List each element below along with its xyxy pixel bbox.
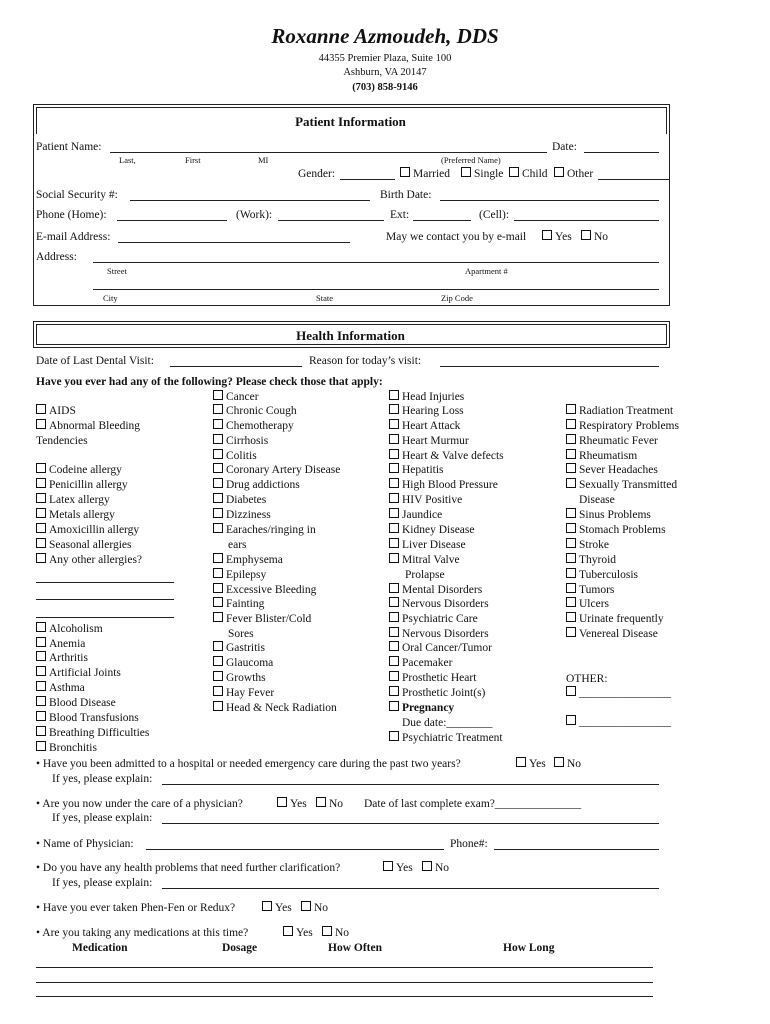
condition-rheumatism-c43[interactable]: Rheumatism (566, 449, 637, 463)
condition-hepatitis-c35-checkbox[interactable] (389, 463, 399, 473)
condition-earaches-ringing-in-c29-checkbox[interactable] (213, 523, 223, 533)
condition-amoxicillin-allergy-c16[interactable]: Amoxicillin allergy (36, 523, 139, 537)
condition-diabetes-c27-checkbox[interactable] (213, 493, 223, 503)
ext-field[interactable] (413, 220, 471, 221)
condition-seasonal-allergies-c17[interactable]: Seasonal allergies (36, 538, 132, 552)
condition-growths-c217-checkbox[interactable] (213, 671, 223, 681)
condition-prosthetic-heart-c318-checkbox[interactable] (389, 671, 399, 681)
condition-pacemaker-c317[interactable]: Pacemaker (389, 656, 452, 670)
state-caption: State (316, 293, 333, 303)
q-medications-no[interactable]: No (322, 926, 349, 940)
condition-cirrhosis-c23-checkbox[interactable] (213, 434, 223, 444)
condition-fever-blister-cold-c214-checkbox[interactable] (213, 612, 223, 622)
physician-phone-field[interactable] (494, 849, 659, 850)
condition-abnormal-bleeding-c11-checkbox[interactable] (36, 419, 46, 429)
email-contact-yes[interactable]: Yes (542, 230, 572, 244)
condition-urinate-frequently-c413[interactable]: Urinate frequently (566, 612, 664, 626)
condition-epilepsy-c211-checkbox[interactable] (213, 568, 223, 578)
condition-dizziness-c28[interactable]: Dizziness (213, 508, 271, 522)
condition-radiation-treatment-c40-checkbox[interactable] (566, 404, 576, 414)
condition-mental-disorders-c312[interactable]: Mental Disorders (389, 583, 482, 597)
condition-thyroid-c49-checkbox[interactable] (566, 553, 576, 563)
condition-nervous-disorders-c313-checkbox[interactable] (389, 597, 399, 607)
condition-drug-addictions-c26-checkbox[interactable] (213, 478, 223, 488)
condition-oral-cancer-tumor-c316[interactable]: Oral Cancer/Tumor (389, 641, 492, 655)
condition-glaucoma-c216-checkbox[interactable] (213, 656, 223, 666)
gender-field[interactable] (340, 179, 395, 180)
street-field[interactable] (93, 262, 659, 263)
condition-seasonal-allergies-c17-checkbox[interactable] (36, 538, 46, 548)
condition-excessive-bleeding-c212[interactable]: Excessive Bleeding (213, 583, 316, 597)
condition-asthma-c113[interactable]: Asthma (36, 681, 85, 695)
medication-line-3[interactable] (36, 996, 653, 997)
phenfen-no-checkbox[interactable] (301, 901, 311, 911)
child-option[interactable]: Child (509, 167, 548, 181)
condition-penicillin-allergy-c13-checkbox[interactable] (36, 478, 46, 488)
birth-field[interactable] (440, 200, 659, 201)
condition-oral-cancer-tumor-c316-checkbox[interactable] (389, 641, 399, 651)
condition-pregnancy-c320-checkbox[interactable] (389, 701, 399, 711)
q-phenfen-no[interactable]: No (301, 901, 328, 915)
ssn-field[interactable] (130, 200, 370, 201)
other-condition-2-checkbox[interactable] (566, 715, 576, 725)
condition-radiation-treatment-c40[interactable]: Radiation Treatment (566, 404, 673, 418)
condition-prosthetic-joint-s-c319[interactable]: Prosthetic Joint(s) (389, 686, 485, 700)
med-col-how-often: How Often (328, 942, 382, 954)
work-label: (Work): (236, 209, 273, 221)
condition-blood-disease-c114-checkbox[interactable] (36, 696, 46, 706)
condition-jaundice-c38[interactable]: Jaundice (389, 508, 442, 522)
other-condition-1[interactable]: ________________ (566, 686, 671, 700)
condition-mental-disorders-c312-checkbox[interactable] (389, 583, 399, 593)
condition-chemotherapy-c22-checkbox[interactable] (213, 419, 223, 429)
condition-fever-blister-cold-c214[interactable]: Fever Blister/Cold (213, 612, 311, 626)
single-checkbox[interactable] (461, 167, 471, 177)
hospital-yes-checkbox[interactable] (516, 757, 526, 767)
hospital-explain-field[interactable] (162, 784, 659, 785)
condition-tumors-c411-checkbox[interactable] (566, 583, 576, 593)
condition-mitral-valve-c311[interactable]: Mitral Valve (389, 553, 460, 567)
phenfen-yes-checkbox[interactable] (262, 901, 272, 911)
condition-asthma-c113-checkbox[interactable] (36, 681, 46, 691)
physician-yes-checkbox[interactable] (277, 797, 287, 807)
condition-prosthetic-heart-c318[interactable]: Prosthetic Heart (389, 671, 476, 685)
earaches-cont: ears (228, 539, 247, 551)
email-field[interactable] (118, 242, 350, 243)
other-allergy-line-2[interactable] (36, 599, 174, 600)
condition-glaucoma-c216[interactable]: Glaucoma (213, 656, 273, 670)
condition-latex-allergy-c14-checkbox[interactable] (36, 493, 46, 503)
gender-label: Gender: (298, 168, 336, 180)
condition-abnormal-bleeding-c11[interactable]: Abnormal Bleeding (36, 419, 140, 433)
condition-psychiatric-treatment-c321[interactable]: Psychiatric Treatment (389, 731, 503, 745)
condition-heart-valve-defects-c34-checkbox[interactable] (389, 449, 399, 459)
condition-head-injuries-c30[interactable]: Head Injuries (389, 390, 464, 404)
email-label: E-mail Address: (36, 231, 111, 243)
conditions-question: Have you ever had any of the following? Please check those that apply: (36, 376, 383, 388)
condition-psychiatric-care-c314[interactable]: Psychiatric Care (389, 612, 478, 626)
birth-label: Birth Date: (380, 189, 432, 201)
condition-high-blood-pressure-c36[interactable]: High Blood Pressure (389, 478, 498, 492)
condition-heart-valve-defects-c34[interactable]: Heart & Valve defects (389, 449, 504, 463)
ssn-label: Social Security #: (36, 189, 118, 201)
condition-tumors-c411[interactable]: Tumors (566, 583, 614, 597)
condition-psychiatric-treatment-c321-checkbox[interactable] (389, 731, 399, 741)
condition-sexually-transmitted-c45[interactable]: Sexually Transmitted (566, 478, 677, 492)
q-hospital-yes[interactable]: Yes (516, 757, 546, 771)
physician-no-checkbox[interactable] (316, 797, 326, 807)
email-contact-no[interactable]: No (581, 230, 608, 244)
condition-venereal-disease-c414-checkbox[interactable] (566, 627, 576, 637)
other-condition-2[interactable]: ________________ (566, 715, 671, 729)
health-info-title: Health Information (296, 328, 405, 343)
ext-label: Ext: (390, 209, 410, 221)
last-exam-field[interactable]: Date of last complete exam?_______________ (364, 798, 582, 810)
condition-chronic-cough-c21-checkbox[interactable] (213, 404, 223, 414)
other-label: OTHER: (566, 673, 608, 685)
condition-kidney-disease-c39[interactable]: Kidney Disease (389, 523, 475, 537)
condition-emphysema-c210[interactable]: Emphysema (213, 553, 283, 567)
married-checkbox[interactable] (400, 167, 410, 177)
condition-any-other-allergies-c18-checkbox[interactable] (36, 553, 46, 563)
due-date[interactable]: Due date:________ (402, 717, 493, 729)
other-field[interactable] (598, 179, 670, 180)
preferred-caption: (Preferred Name) (441, 155, 501, 165)
condition-sever-headaches-c44-checkbox[interactable] (566, 463, 576, 473)
q-problems-yes[interactable]: Yes (383, 861, 413, 875)
hospital-no-checkbox[interactable] (554, 757, 564, 767)
condition-growths-c217[interactable]: Growths (213, 671, 266, 685)
single-option[interactable]: Single (461, 167, 503, 181)
condition-breathing-difficulties-c116-checkbox[interactable] (36, 726, 46, 736)
condition-bronchitis-c117-checkbox[interactable] (36, 741, 46, 751)
condition-chemotherapy-c22[interactable]: Chemotherapy (213, 419, 294, 433)
condition-cirrhosis-c23[interactable]: Cirrhosis (213, 434, 268, 448)
condition-artificial-joints-c112-checkbox[interactable] (36, 666, 46, 676)
patient-name-field[interactable] (110, 152, 547, 153)
fever-blister-cont: Sores (228, 628, 254, 640)
problems-yes-checkbox[interactable] (383, 861, 393, 871)
condition-drug-addictions-c26[interactable]: Drug addictions (213, 478, 300, 492)
condition-psychiatric-care-c314-checkbox[interactable] (389, 612, 399, 622)
condition-cancer-c20-checkbox[interactable] (213, 390, 223, 400)
physician-explain-label: If yes, please explain: (52, 812, 153, 824)
condition-stomach-problems-c47[interactable]: Stomach Problems (566, 523, 666, 537)
condition-ulcers-c412-checkbox[interactable] (566, 597, 576, 607)
first-caption: First (185, 155, 201, 165)
other-allergy-line-1[interactable] (36, 582, 174, 583)
condition-sinus-problems-c46-checkbox[interactable] (566, 508, 576, 518)
condition-emphysema-c210-checkbox[interactable] (213, 553, 223, 563)
condition-hay-fever-c218[interactable]: Hay Fever (213, 686, 274, 700)
patient-name-label: Patient Name: (36, 141, 102, 153)
condition-earaches-ringing-in-c29[interactable]: Earaches/ringing in (213, 523, 316, 537)
condition-liver-disease-c310-checkbox[interactable] (389, 538, 399, 548)
condition-arthritis-c111-checkbox[interactable] (36, 651, 46, 661)
email-contact-question: May we contact you by e-mail (386, 231, 527, 243)
last-visit-label: Date of Last Dental Visit: (36, 355, 154, 367)
condition-gastritis-c215[interactable]: Gastritis (213, 641, 265, 655)
condition-epilepsy-c211[interactable]: Epilepsy (213, 568, 266, 582)
condition-nervous-disorders-c315-checkbox[interactable] (389, 627, 399, 637)
other-checkbox[interactable] (554, 167, 564, 177)
condition-rheumatic-fever-c42-checkbox[interactable] (566, 434, 576, 444)
condition-fainting-c213[interactable]: Fainting (213, 597, 264, 611)
med-col-how-long: How Long (503, 942, 555, 954)
condition-stroke-c48[interactable]: Stroke (566, 538, 609, 552)
condition-blood-disease-c114[interactable]: Blood Disease (36, 696, 116, 710)
condition-alcoholism-c19-checkbox[interactable] (36, 622, 46, 632)
abnormal-bleeding-cont: Tendencies (36, 435, 88, 447)
child-checkbox[interactable] (509, 167, 519, 177)
condition-heart-murmur-c33-checkbox[interactable] (389, 434, 399, 444)
q-physician: • Are you now under the care of a physician? (36, 798, 243, 810)
email-no-checkbox[interactable] (581, 230, 591, 240)
condition-latex-allergy-c14[interactable]: Latex allergy (36, 493, 110, 507)
patient-info-title: Patient Information (295, 114, 406, 129)
date-field[interactable] (584, 152, 659, 153)
condition-coronary-artery-disease-c25-checkbox[interactable] (213, 463, 223, 473)
med-col-medication: Medication (72, 942, 128, 954)
condition-codeine-allergy-c12[interactable]: Codeine allergy (36, 463, 122, 477)
condition-sexually-transmitted-c45-checkbox[interactable] (566, 478, 576, 488)
mi-caption: MI (258, 155, 269, 165)
q-medications-yes[interactable]: Yes (283, 926, 313, 940)
condition-stroke-c48-checkbox[interactable] (566, 538, 576, 548)
q-phenfen: • Have you ever taken Phen-Fen or Redux? (36, 902, 236, 914)
meds-yes-checkbox[interactable] (283, 926, 293, 936)
condition-amoxicillin-allergy-c16-checkbox[interactable] (36, 523, 46, 533)
date-label: Date: (552, 141, 577, 153)
problems-explain-label: If yes, please explain: (52, 877, 153, 889)
hospital-explain-label: If yes, please explain: (52, 773, 153, 785)
condition-hiv-positive-c37-checkbox[interactable] (389, 493, 399, 503)
city-caption: City (103, 293, 118, 303)
condition-bronchitis-c117[interactable]: Bronchitis (36, 741, 97, 755)
condition-blood-transfusions-c115-checkbox[interactable] (36, 711, 46, 721)
condition-heart-attack-c32[interactable]: Heart Attack (389, 419, 460, 433)
condition-thyroid-c49[interactable]: Thyroid (566, 553, 616, 567)
practice-address1: 44355 Premier Plaza, Suite 100 (318, 53, 452, 64)
q-problems-no[interactable]: No (422, 861, 449, 875)
condition-hiv-positive-c37[interactable]: HIV Positive (389, 493, 462, 507)
condition-rheumatism-c43-checkbox[interactable] (566, 449, 576, 459)
patient-info-frame (33, 104, 670, 306)
condition-jaundice-c38-checkbox[interactable] (389, 508, 399, 518)
medication-line-1[interactable] (36, 967, 653, 968)
condition-sinus-problems-c46[interactable]: Sinus Problems (566, 508, 651, 522)
condition-colitis-c24[interactable]: Colitis (213, 449, 257, 463)
condition-liver-disease-c310[interactable]: Liver Disease (389, 538, 466, 552)
condition-dizziness-c28-checkbox[interactable] (213, 508, 223, 518)
condition-metals-allergy-c15[interactable]: Metals allergy (36, 508, 115, 522)
condition-anemia-c110-checkbox[interactable] (36, 637, 46, 647)
other-option[interactable]: Other (554, 167, 593, 181)
condition-rheumatic-fever-c42[interactable]: Rheumatic Fever (566, 434, 658, 448)
cell-field[interactable] (514, 220, 659, 221)
problems-explain-field[interactable] (162, 888, 659, 889)
phone-home-field[interactable] (117, 220, 227, 221)
q-medications: • Are you taking any medications at this time? (36, 927, 249, 939)
physician-phone-label: Phone#: (450, 838, 488, 850)
street-caption: Street (107, 266, 127, 276)
zip-caption: Zip Code (441, 293, 473, 303)
physician-explain-field[interactable] (162, 823, 659, 824)
condition-sever-headaches-c44[interactable]: Sever Headaches (566, 463, 658, 477)
condition-prosthetic-joint-s-c319-checkbox[interactable] (389, 686, 399, 696)
condition-excessive-bleeding-c212-checkbox[interactable] (213, 583, 223, 593)
practice-name: Roxanne Azmoudeh, DDS (271, 24, 499, 48)
reason-field[interactable] (440, 366, 659, 367)
condition-ulcers-c412[interactable]: Ulcers (566, 597, 609, 611)
q-problems: • Do you have any health problems that need further clarification? (36, 862, 341, 874)
phone-home-label: Phone (Home): (36, 209, 107, 221)
condition-head-injuries-c30-checkbox[interactable] (389, 390, 399, 400)
q-phenfen-yes[interactable]: Yes (262, 901, 292, 915)
condition-venereal-disease-c414[interactable]: Venereal Disease (566, 627, 658, 641)
med-col-dosage: Dosage (222, 942, 258, 954)
practice-address2: Ashburn, VA 20147 (343, 67, 427, 78)
condition-hearing-loss-c31-checkbox[interactable] (389, 404, 399, 414)
meds-no-checkbox[interactable] (322, 926, 332, 936)
condition-artificial-joints-c112[interactable]: Artificial Joints (36, 666, 121, 680)
last-caption: Last, (119, 155, 136, 165)
condition-nervous-disorders-c315[interactable]: Nervous Disorders (389, 627, 489, 641)
condition-aids-c10[interactable]: AIDS (36, 404, 76, 418)
problems-no-checkbox[interactable] (422, 861, 432, 871)
condition-metals-allergy-c15-checkbox[interactable] (36, 508, 46, 518)
physician-name-field[interactable] (146, 849, 444, 850)
mitral-valve-cont: Prolapse (405, 569, 445, 581)
condition-nervous-disorders-c313[interactable]: Nervous Disorders (389, 597, 489, 611)
condition-aids-c10-checkbox[interactable] (36, 404, 46, 414)
condition-tuberculosis-c410-checkbox[interactable] (566, 568, 576, 578)
condition-respiratory-problems-c41-checkbox[interactable] (566, 419, 576, 429)
condition-codeine-allergy-c12-checkbox[interactable] (36, 463, 46, 473)
condition-heart-attack-c32-checkbox[interactable] (389, 419, 399, 429)
condition-stomach-problems-c47-checkbox[interactable] (566, 523, 576, 533)
work-field[interactable] (278, 220, 384, 221)
condition-respiratory-problems-c41[interactable]: Respiratory Problems (566, 419, 679, 433)
condition-kidney-disease-c39-checkbox[interactable] (389, 523, 399, 533)
condition-hepatitis-c35[interactable]: Hepatitis (389, 463, 444, 477)
condition-breathing-difficulties-c116[interactable]: Breathing Difficulties (36, 726, 149, 740)
reason-label: Reason for today’s visit: (309, 355, 422, 367)
email-yes-checkbox[interactable] (542, 230, 552, 240)
q-hospital-no[interactable]: No (554, 757, 581, 771)
other-condition-1-checkbox[interactable] (566, 686, 576, 696)
condition-anemia-c110[interactable]: Anemia (36, 637, 85, 651)
married-option[interactable]: Married (400, 167, 450, 181)
condition-high-blood-pressure-c36-checkbox[interactable] (389, 478, 399, 488)
condition-pacemaker-c317-checkbox[interactable] (389, 656, 399, 666)
cell-label: (Cell): (479, 209, 510, 221)
condition-coronary-artery-disease-c25[interactable]: Coronary Artery Disease (213, 463, 340, 477)
condition-colitis-c24-checkbox[interactable] (213, 449, 223, 459)
condition-arthritis-c111[interactable]: Arthritis (36, 651, 88, 665)
condition-tuberculosis-c410[interactable]: Tuberculosis (566, 568, 638, 582)
condition-heart-murmur-c33[interactable]: Heart Murmur (389, 434, 469, 448)
condition-hay-fever-c218-checkbox[interactable] (213, 686, 223, 696)
condition-chronic-cough-c21[interactable]: Chronic Cough (213, 404, 297, 418)
last-visit-field[interactable] (170, 366, 302, 367)
condition-fainting-c213-checkbox[interactable] (213, 597, 223, 607)
address-label: Address: (36, 251, 77, 263)
apartment-caption: Apartment # (465, 266, 508, 276)
condition-mitral-valve-c311-checkbox[interactable] (389, 553, 399, 563)
other-allergy-line-3[interactable] (36, 617, 174, 618)
condition-alcoholism-c19[interactable]: Alcoholism (36, 622, 103, 636)
q-physician-yes[interactable]: Yes (277, 797, 307, 811)
sexually-transmitted-cont: Disease (579, 494, 615, 506)
condition-head-neck-radiation-c219-checkbox[interactable] (213, 701, 223, 711)
condition-gastritis-c215-checkbox[interactable] (213, 641, 223, 651)
condition-diabetes-c27[interactable]: Diabetes (213, 493, 266, 507)
physician-name: • Name of Physician: (36, 838, 134, 850)
condition-penicillin-allergy-c13[interactable]: Penicillin allergy (36, 478, 128, 492)
medication-line-2[interactable] (36, 982, 653, 983)
condition-pregnancy-c320[interactable]: Pregnancy (389, 701, 454, 715)
practice-phone: (703) 858-9146 (352, 82, 418, 93)
q-physician-no[interactable]: No (316, 797, 343, 811)
condition-blood-transfusions-c115[interactable]: Blood Transfusions (36, 711, 139, 725)
condition-head-neck-radiation-c219[interactable]: Head & Neck Radiation (213, 701, 337, 715)
condition-any-other-allergies-c18[interactable]: Any other allergies? (36, 553, 142, 567)
q-hospital: • Have you been admitted to a hospital or needed emergency care during the past two years? (36, 758, 461, 770)
condition-cancer-c20[interactable]: Cancer (213, 390, 259, 404)
city-state-zip-field[interactable] (93, 289, 659, 290)
condition-urinate-frequently-c413-checkbox[interactable] (566, 612, 576, 622)
condition-hearing-loss-c31[interactable]: Hearing Loss (389, 404, 464, 418)
